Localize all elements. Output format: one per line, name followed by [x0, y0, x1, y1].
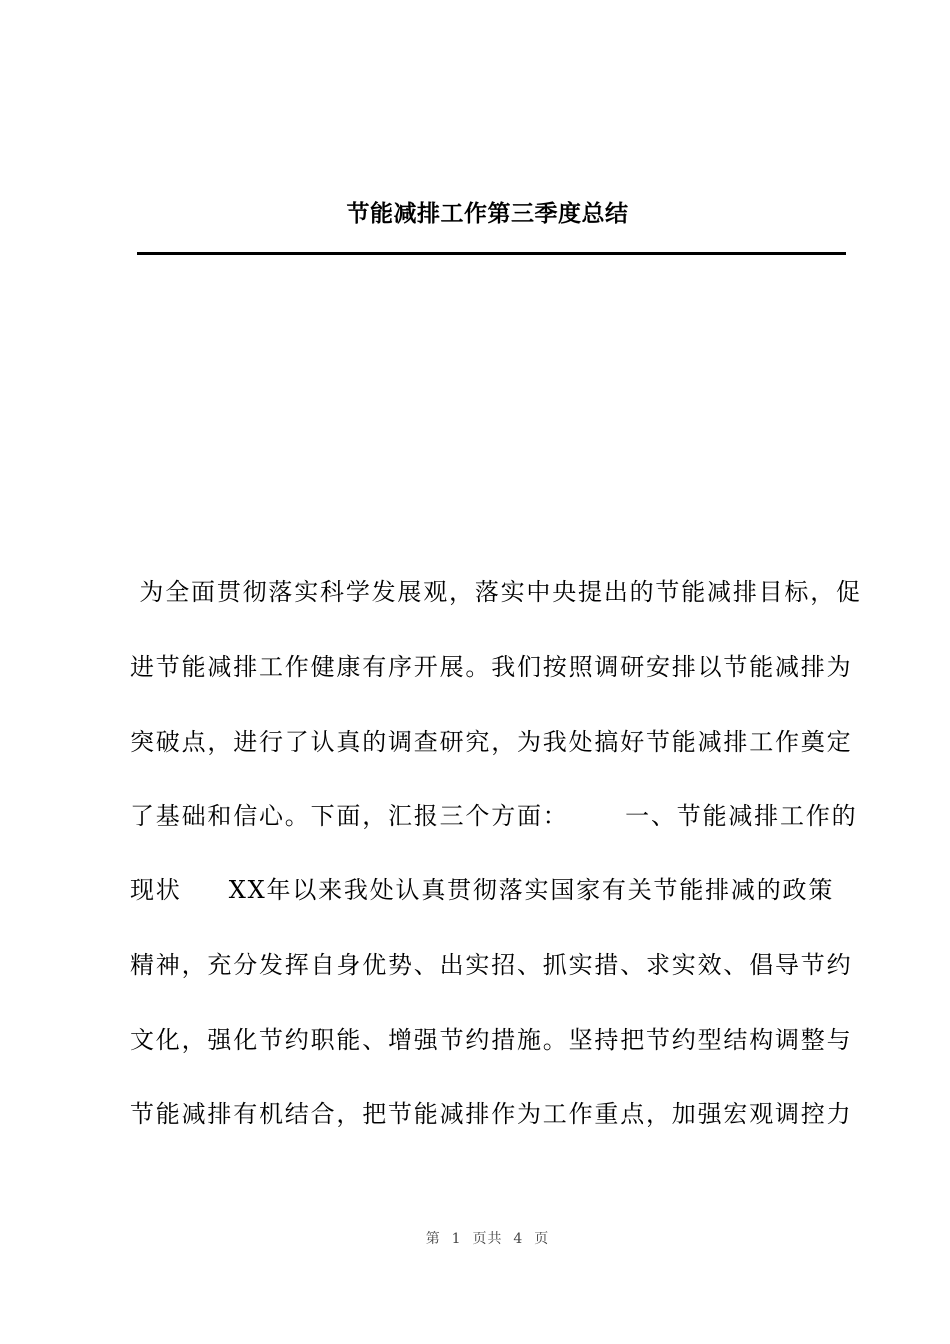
page-title: 节能减排工作第三季度总结	[346, 201, 629, 227]
body-line: 文化，强化节约职能、增强节约措施。坚持把节约型结构调整与	[130, 1026, 853, 1054]
page-footer: 第 1 页共 4 页	[425, 1231, 550, 1247]
body-line: 现状 XX年以来我处认真贯彻落实国家有关节能排减的政策	[130, 876, 835, 904]
body-line: 突破点，进行了认真的调查研究，为我处搞好节能减排工作奠定	[130, 728, 853, 756]
body-line: 为全面贯彻落实科学发展观，落实中央提出的节能减排目标，促	[130, 578, 862, 606]
title-rule	[137, 252, 846, 255]
body-line: 节能减排有机结合，把节能减排作为工作重点，加强宏观调控力	[130, 1100, 853, 1128]
body-line: 进节能减排工作健康有序开展。我们按照调研安排以节能减排为	[130, 653, 853, 681]
body-line: 精神，充分发挥自身优势、出实招、抓实措、求实效、倡导节约	[130, 951, 853, 979]
body-line: 了基础和信心。下面，汇报三个方面： 一、节能减排工作的	[130, 802, 858, 830]
